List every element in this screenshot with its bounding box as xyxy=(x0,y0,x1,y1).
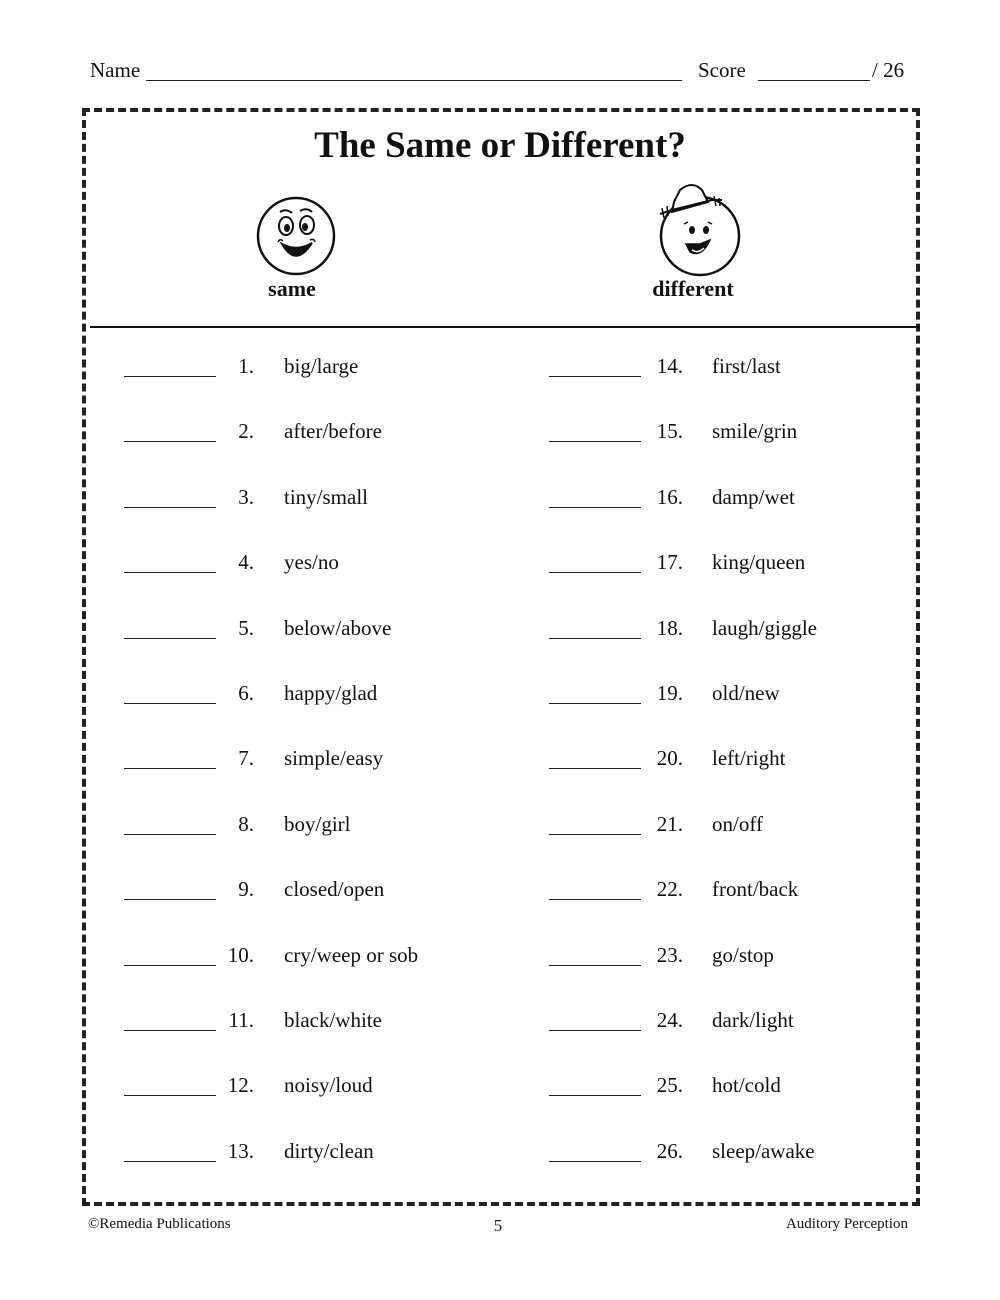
answer-blank[interactable] xyxy=(124,507,216,508)
word-pair: below/above xyxy=(284,615,392,640)
word-pair: dirty/clean xyxy=(284,1138,374,1163)
worksheet-header xyxy=(90,58,912,88)
item-number: 23. xyxy=(656,942,683,967)
word-pair: laugh/giggle xyxy=(712,615,817,640)
word-pair: noisy/loud xyxy=(284,1073,373,1098)
item-number: 16. xyxy=(656,484,683,509)
answer-blank[interactable] xyxy=(549,1161,641,1162)
word-pair: closed/open xyxy=(284,877,385,902)
item-number: 17. xyxy=(656,550,683,575)
score-total: / 26 xyxy=(872,58,905,82)
score-field[interactable] xyxy=(758,80,870,81)
section-divider xyxy=(90,326,920,328)
item-number: 21. xyxy=(656,811,683,836)
word-pair: sleep/awake xyxy=(712,1138,815,1163)
word-pair: tiny/small xyxy=(284,484,368,509)
word-pair: after/before xyxy=(284,419,382,444)
word-pair: cry/weep or sob xyxy=(284,942,419,967)
subject-label: Auditory Perception xyxy=(785,1216,908,1232)
item-number: 14. xyxy=(656,354,683,378)
answer-blank[interactable] xyxy=(124,572,216,573)
item-number: 3. xyxy=(238,484,254,509)
word-pair: big/large xyxy=(284,354,359,378)
name-field[interactable] xyxy=(146,80,682,81)
item-number: 18. xyxy=(656,615,683,640)
word-pair: first/last xyxy=(712,354,781,378)
same-label: same xyxy=(268,276,316,301)
item-number: 10. xyxy=(227,942,254,967)
item-number: 1. xyxy=(238,354,254,378)
answer-blank[interactable] xyxy=(124,899,216,900)
item-number: 8. xyxy=(238,811,254,836)
answer-blank[interactable] xyxy=(124,1161,216,1162)
item-number: 11. xyxy=(228,1007,254,1032)
name-label: Name xyxy=(90,58,141,82)
word-pair: king/queen xyxy=(712,550,806,575)
item-number: 22. xyxy=(656,877,683,902)
word-pair: old/new xyxy=(712,680,780,705)
hat-face-icon xyxy=(652,178,748,278)
item-number: 6. xyxy=(238,680,254,705)
answer-blank[interactable] xyxy=(124,965,216,966)
item-number: 2. xyxy=(238,419,254,444)
answer-blank[interactable] xyxy=(549,768,641,769)
answer-blank[interactable] xyxy=(549,1095,641,1096)
item-number: 19. xyxy=(656,680,683,705)
answer-blank[interactable] xyxy=(124,1095,216,1096)
answer-blank[interactable] xyxy=(549,507,641,508)
item-number: 4. xyxy=(238,550,254,575)
item-number: 15. xyxy=(656,419,683,444)
answer-blank[interactable] xyxy=(549,1030,641,1031)
dashed-border-frame xyxy=(82,108,920,1206)
answer-blank[interactable] xyxy=(124,376,216,377)
word-pair: left/right xyxy=(712,746,786,771)
item-number: 9. xyxy=(238,877,254,902)
different-label: different xyxy=(652,276,734,301)
word-pair: on/off xyxy=(712,811,763,836)
answer-blank[interactable] xyxy=(549,965,641,966)
answer-blank[interactable] xyxy=(124,768,216,769)
answer-blank[interactable] xyxy=(124,441,216,442)
answer-blank[interactable] xyxy=(549,834,641,835)
answer-blank[interactable] xyxy=(549,638,641,639)
item-number: 20. xyxy=(656,746,683,771)
answer-blank[interactable] xyxy=(124,638,216,639)
score-label: Score xyxy=(698,58,746,82)
item-number: 26. xyxy=(656,1138,683,1163)
answer-blank[interactable] xyxy=(549,376,641,377)
word-pair: damp/wet xyxy=(712,484,795,509)
page-title: The Same or Different? xyxy=(314,125,686,166)
word-pair: yes/no xyxy=(284,550,339,575)
word-pair: hot/cold xyxy=(712,1073,781,1098)
answer-blank[interactable] xyxy=(124,1030,216,1031)
word-pair: happy/glad xyxy=(284,680,378,705)
item-number: 13. xyxy=(227,1138,254,1163)
item-number: 12. xyxy=(227,1073,254,1098)
answer-blank[interactable] xyxy=(549,441,641,442)
page-number: 5 xyxy=(493,1216,503,1235)
answer-blank[interactable] xyxy=(549,703,641,704)
answer-blank[interactable] xyxy=(549,899,641,900)
happy-face-icon xyxy=(252,196,342,280)
word-pair: simple/easy xyxy=(284,746,384,771)
word-pair: smile/grin xyxy=(712,419,798,444)
item-number: 25. xyxy=(656,1073,683,1098)
word-pair: front/back xyxy=(712,877,799,902)
item-number: 7. xyxy=(238,746,254,771)
publisher-credit: ©Remedia Publications xyxy=(88,1216,231,1232)
word-pair: dark/light xyxy=(712,1007,794,1032)
answer-blank[interactable] xyxy=(124,703,216,704)
item-number: 24. xyxy=(656,1007,683,1032)
page-footer xyxy=(88,1216,908,1236)
word-pair: boy/girl xyxy=(284,811,351,836)
answer-blank[interactable] xyxy=(124,834,216,835)
word-pair: black/white xyxy=(284,1007,382,1032)
word-pair: go/stop xyxy=(712,942,774,967)
answer-blank[interactable] xyxy=(549,572,641,573)
item-number: 5. xyxy=(238,615,254,640)
